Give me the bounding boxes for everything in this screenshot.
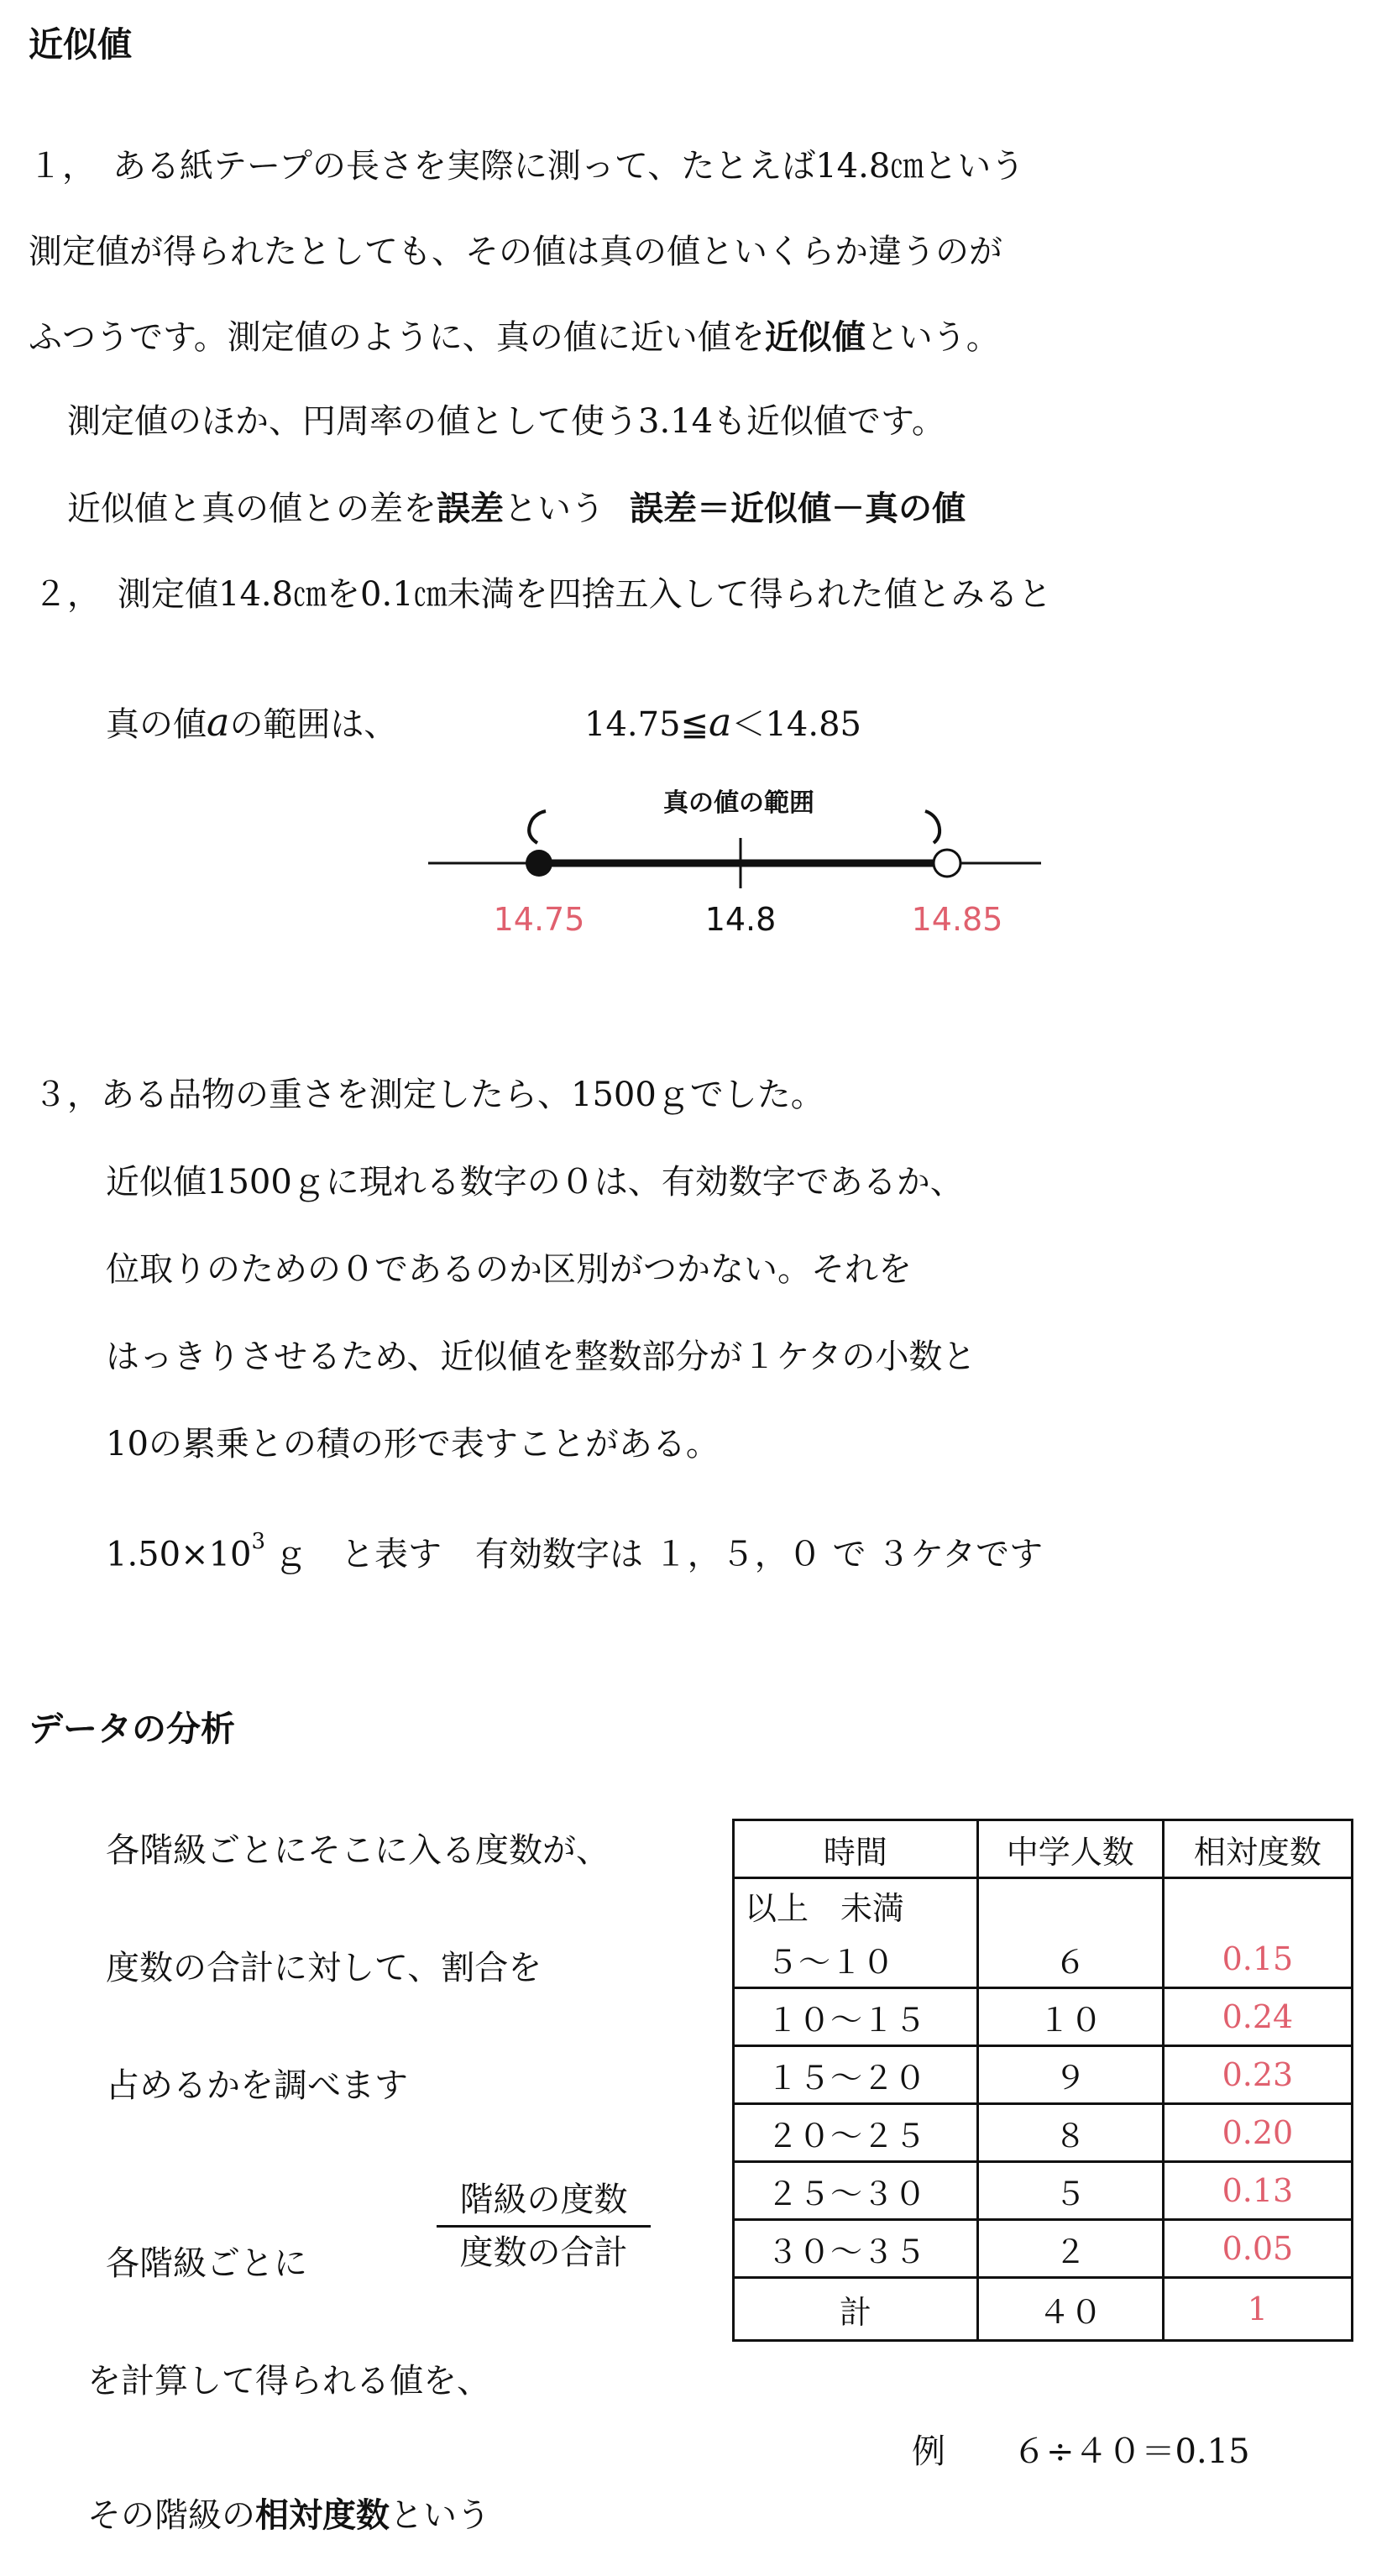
s4-line6-tail: という [390, 2496, 490, 2535]
sci-exponent: 3 [251, 1529, 266, 1554]
total-relative-frequency: 1 [1163, 2278, 1352, 2341]
s1-line1: １， ある紙テープの長さを実際に測って、たとえば14.8㎝という [29, 147, 1025, 186]
error-formula: 誤差＝近似値－真の値 [630, 490, 966, 528]
class-range: １０～１５ [734, 1988, 978, 2046]
closed-endpoint [526, 850, 552, 877]
class-range: ５～１０ [734, 1931, 978, 1988]
s3-line6 [106, 1526, 1043, 1574]
s4-line3: 占めるかを調べます [106, 2066, 408, 2105]
open-endpoint [934, 850, 960, 877]
class-range: １５～２０ [734, 2046, 978, 2104]
relative-frequency-cell: 0.13 [1163, 2162, 1352, 2220]
number-line-diagram [420, 789, 1058, 966]
class-range: ２５～３０ [734, 2162, 978, 2220]
heading-approx-value: 近似値 [29, 24, 132, 65]
table-subheader-row [734, 1878, 1353, 1932]
s4-line6-text: その階級の [87, 2496, 255, 2535]
count-cell: ６ [977, 1931, 1163, 1988]
header-student-count: 中学人数 [977, 1820, 1163, 1878]
subheader-range: 以上 未満 [734, 1878, 978, 1932]
fraction [437, 2180, 651, 2273]
total-label: 計 [734, 2278, 978, 2341]
example-calc: 例 ６÷４０＝0.15 [912, 2432, 1250, 2471]
s1-line4: 測定値のほか、円周率の値として使う3.14も近似値です。 [67, 402, 945, 441]
relative-frequency-cell: 0.05 [1163, 2220, 1352, 2278]
fraction-denominator: 度数の合計 [459, 2233, 628, 2272]
range-label: 真の値の範囲 [663, 789, 814, 818]
s3-line4: はっきりさせるため、近似値を整数部分が１ケタの小数と [106, 1338, 976, 1376]
tick-label-mid: 14.8 [704, 901, 777, 938]
sci-notation: 1.50×10 [106, 1535, 252, 1574]
variable-a: a [207, 699, 230, 745]
right-bracket [925, 811, 939, 843]
s3-line6-tail: ｇ と表す 有効数字は １，５，０ で ３ケタです [274, 1535, 1044, 1574]
s4-line2: 度数の合計に対して、割合を [106, 1949, 542, 1987]
table-row [734, 2104, 1353, 2162]
count-cell: ８ [977, 2104, 1163, 2162]
tick-label-left: 14.75 [493, 901, 585, 938]
fraction-numerator: 階級の度数 [459, 2181, 628, 2219]
term-error: 誤差 [437, 490, 504, 528]
ineq-right: ＜14.85 [731, 705, 861, 744]
s3-line3: 位取りのための０であるのか区別がつかない。それを [106, 1250, 912, 1289]
relative-frequency-cell: 0.24 [1163, 1988, 1352, 2046]
table-row [734, 2220, 1353, 2278]
frequency-table [732, 1819, 1353, 2342]
s4-line6 [87, 2495, 490, 2536]
term-approx-value: 近似値 [764, 318, 866, 357]
relative-frequency-cell: 0.15 [1163, 1931, 1352, 1988]
ineq-variable-a: a [709, 699, 732, 745]
table-total-row [734, 2278, 1353, 2341]
s1-line5-tail: という [504, 490, 605, 528]
s1-line3-tail: という。 [865, 318, 1000, 357]
fraction-bar [437, 2225, 651, 2228]
s4-line5: を計算して得られる値を、 [87, 2362, 490, 2401]
s1-line2: 測定値が得られたとしても、その値は真の値といくらか違うのが [29, 233, 1002, 271]
relative-frequency-cell: 0.23 [1163, 2046, 1352, 2104]
s1-line3-text: ふつうです。測定値のように、真の値に近い値を [29, 318, 765, 357]
s3-line1: ３，ある品物の重さを測定したら、1500ｇでした。 [34, 1076, 824, 1114]
ineq-left: 14.75≦ [584, 705, 709, 744]
heading-data-analysis: データの分析 [29, 1709, 235, 1749]
count-cell: １０ [977, 1988, 1163, 2046]
tick-label-right: 14.85 [911, 901, 1003, 938]
left-bracket [529, 811, 546, 843]
class-range: ３０～３５ [734, 2220, 978, 2278]
s2-line2 [106, 699, 398, 745]
table-row [734, 2162, 1353, 2220]
s4-line4: 各階級ごとに [106, 2244, 307, 2283]
s1-line3 [29, 317, 1000, 358]
s3-line2: 近似値1500ｇに現れる数字の０は、有効数字であるか、 [106, 1163, 964, 1202]
inequality [584, 699, 861, 745]
count-cell: ５ [977, 2162, 1163, 2220]
s4-line1: 各階級ごとにそこに入る度数が、 [106, 1831, 610, 1870]
s3-line5: 10の累乗との積の形で表すことがある。 [106, 1425, 720, 1463]
count-cell: ９ [977, 2046, 1163, 2104]
class-range: ２０～２５ [734, 2104, 978, 2162]
s2-line2-tail: の範囲は、 [229, 705, 398, 744]
subheader-empty-count [977, 1878, 1163, 1932]
subheader-empty-rel [1163, 1878, 1352, 1932]
s1-line5 [67, 489, 966, 529]
table-row [734, 2046, 1353, 2104]
s2-line2-text: 真の値 [106, 705, 207, 744]
term-relative-frequency: 相対度数 [255, 2496, 390, 2535]
s2-line1: ２， 測定値14.8㎝を0.1㎝未満を四捨五入して得られた値とみると [34, 575, 1052, 614]
relative-frequency-cell: 0.20 [1163, 2104, 1352, 2162]
table-row [734, 1931, 1353, 1988]
count-cell: ２ [977, 2220, 1163, 2278]
header-time: 時間 [734, 1820, 978, 1878]
table-row [734, 1988, 1353, 2046]
total-count: ４０ [977, 2278, 1163, 2341]
s1-line5-text: 近似値と真の値との差を [67, 490, 437, 528]
table-header-row [734, 1820, 1353, 1878]
header-relative-frequency: 相対度数 [1163, 1820, 1352, 1878]
